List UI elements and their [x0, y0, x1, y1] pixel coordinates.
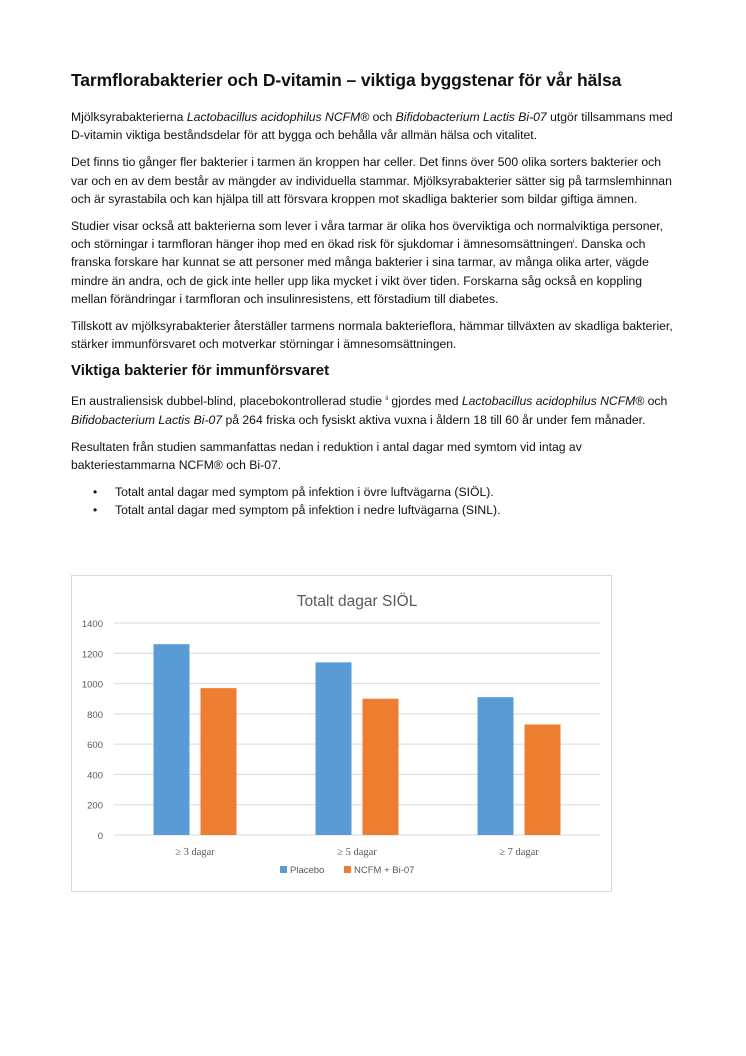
studies-paragraph: Studier visar också att bakterierna som lever i våra tarmar är olika hos överviktiga och normalviktiga personer, och störningar i tarmfloran hänger ihop med en ökad risk för sjukdomar i ämnesomsättningen$^i$. Danska och franska forskare har kunnat se att personer med många bakterier i sina tarmar, av många olika arter, vägde mindre än andra, och de gick inte heller upp lika mycket i vikt över tiden. Forskarna såg också en koppling mellan förändringar i tarmfloran och insulinresistens, ett förstadium till diabetes. [71, 219, 664, 306]
y-tick-label: 1000 [81, 679, 103, 691]
y-tick-label: 800 [87, 709, 103, 721]
list-item: • Totalt antal dagar med symptom på infektion i nedre luftvägarna (SINL). [115, 501, 677, 519]
page-title: Tarmflorabakterier och D-vitamin – viktiga byggstenar för vår hälsa [71, 70, 622, 90]
bar-placebo-2 [316, 662, 352, 835]
supplement-paragraph: Tillskott av mjölksyrabakterier återställer tarmens normala bakterieflora, hämmar tillväxten av skadliga bakterier, stärker immunförsvaret och motverkar störningar i ämnesomsättningen. [71, 319, 673, 352]
y-tick-label: 1400 [81, 619, 103, 630]
footnote-ref-ii: ii [385, 396, 389, 403]
list-item: • Totalt antal dagar med symptom på infektion i övre luftvägarna (SIÖL). [115, 483, 677, 501]
bacteria-count-paragraph: Det finns tio gånger fler bakterier i tarmen än kroppen har celler. Det finns över 500 olika sorters bakterier och var och en av dem består av mängder av individuella stammar. Mjölksyrabakterier sätter sig på tarmslemhinnan och är syrastabila och kan hjälpa till att försvara kroppen mot skadliga bakterier som bildar giftiga ämnen. [71, 155, 672, 206]
bar-chart [71, 575, 612, 892]
x-tick-label: ≥ 3 dagar [175, 847, 215, 858]
bar-ncfm-1 [201, 688, 237, 835]
legend-label: Placebo [290, 865, 325, 876]
chart-title: Totalt dagar SIÖL [296, 593, 418, 610]
legend-swatch [344, 866, 351, 873]
section-heading: Viktiga bakterier för immunförsvaret [71, 362, 330, 380]
y-tick-label: 400 [87, 770, 103, 782]
bar-placebo-1 [154, 644, 190, 835]
y-tick-label: 200 [87, 800, 103, 812]
y-tick-label: 0 [97, 831, 103, 842]
legend-swatch [280, 866, 287, 873]
footnote-ref-i: i [572, 239, 575, 246]
x-tick-label: ≥ 5 dagar [337, 847, 377, 858]
bar-placebo-3 [478, 697, 514, 835]
bar-ncfm-2 [363, 699, 399, 835]
document-page [71, 70, 677, 528]
y-tick-label: 600 [87, 740, 103, 752]
intro-paragraph: Mjölksyrabakterierna Lactobacillus acidophilus NCFM® och Bifidobacterium Lactis Bi-07 utgör tillsammans med D-vitamin viktiga beståndsdelar för att bygga och behålla vår allmän hälsa och vitalitet. [71, 110, 673, 143]
study-paragraph: En australiensisk dubbel-blind, placebokontrollerad studie $^{ii}$ gjordes med Lactobacillus acidophilus NCFM® och Bifidobacterium Lactis Bi-07 på 264 friska och fysiskt aktiva vuxna i åldern 18 till 60 år under fem månader. [71, 394, 668, 427]
bar-ncfm-3 [525, 724, 561, 835]
results-paragraph: Resultaten från studien sammanfattas nedan i reduktion i antal dagar med symtom vid intag av bakteriestammarna NCFM® och Bi-07. [71, 439, 582, 473]
chart-canvas [72, 576, 613, 893]
y-tick-label: 1200 [81, 649, 103, 661]
x-tick-label: ≥ 7 dagar [499, 847, 539, 858]
bullet-list [71, 483, 677, 519]
legend-label: NCFM + Bi-07 [354, 865, 415, 876]
